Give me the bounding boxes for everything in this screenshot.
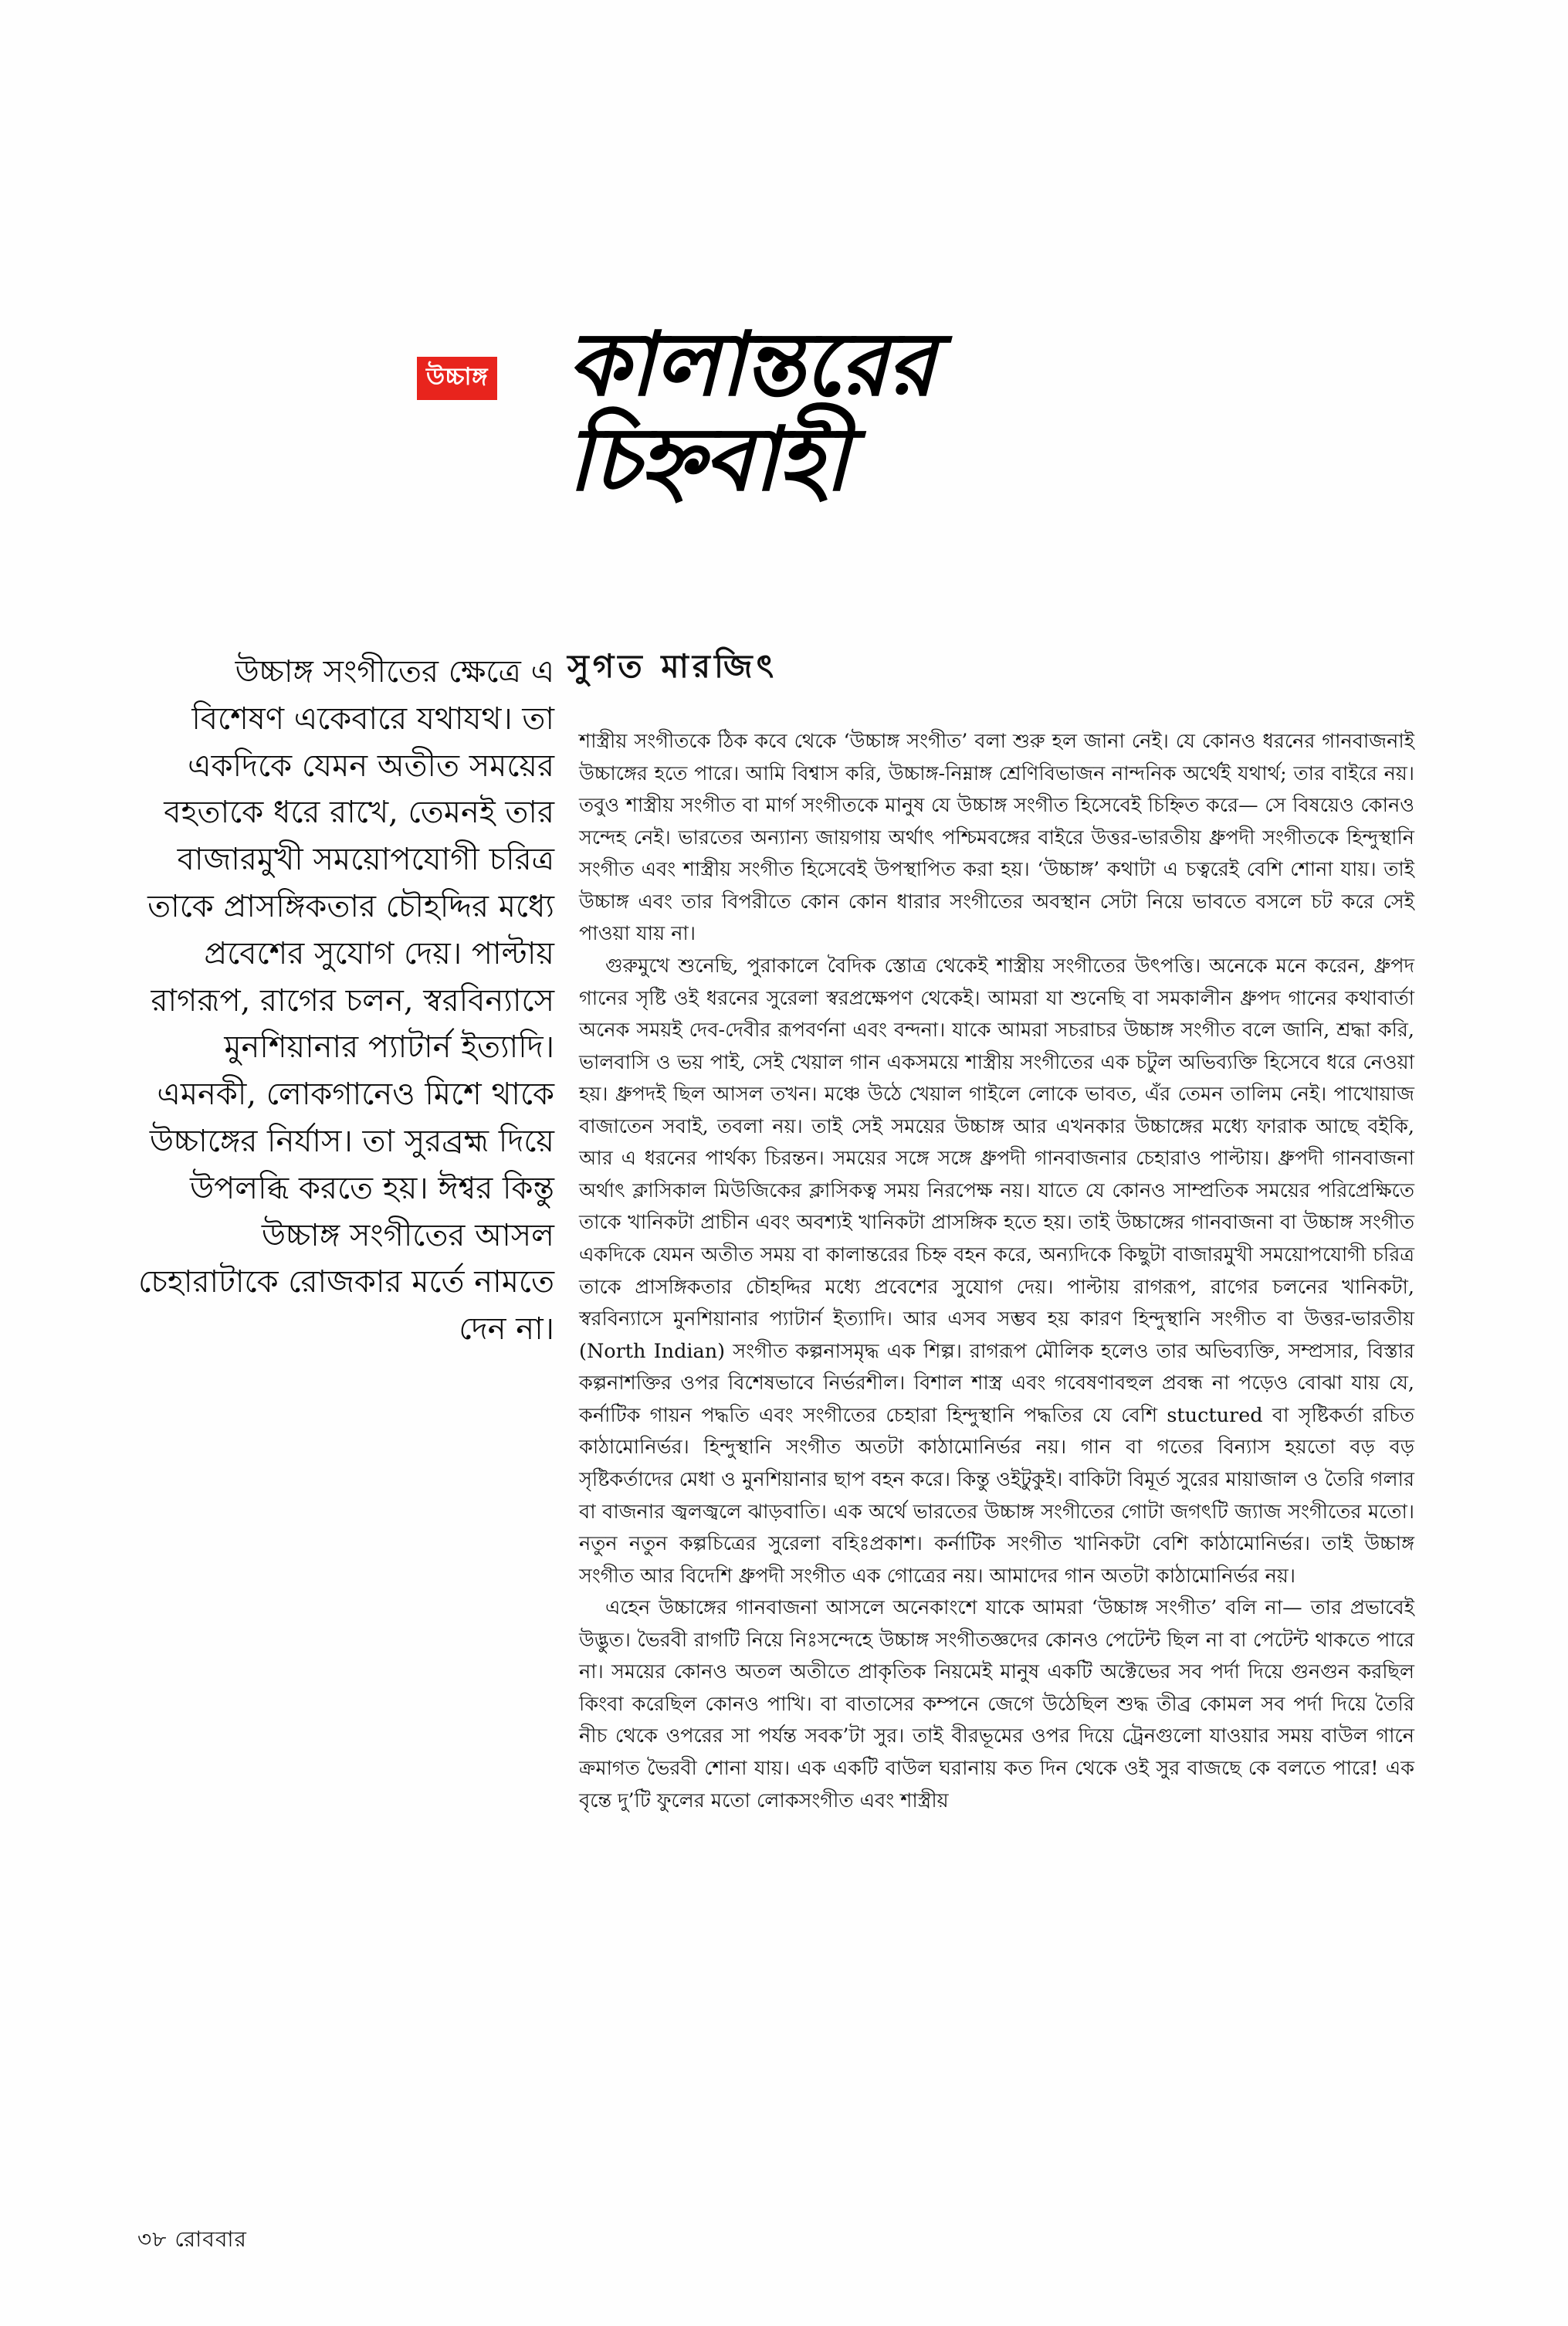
author-byline: সুগত মারজিৎ: [567, 647, 778, 685]
standfirst-summary: উচ্চাঙ্গ সংগীতের ক্ষেত্রে এ বিশেষণ একেবারে যথাযথ। তা একদিকে যেমন অতীত সময়ের বহতাকে ধরে রাখে, তেমনই তার বাজারমুখী সময়োপযোগী চরিত্র তাকে প্রাসঙ্গিকতার চৌহদ্দির মধ্যে প্রবেশের সুযোগ দেয়। পাল্টায় রাগরূপ, রাগের চলন, স্বরবিন্যাসে মুনশিয়ানার প্যাটার্ন ইত্যাদি। এমনকী, লোকগানেও মিশে থাকে উচ্চাঙ্গের নির্যাস। তা সুরব্রহ্ম দিয়ে উপলব্ধি করতে হয়। ঈশ্বর কিন্তু উচ্চাঙ্গ সংগীতের আসল চেহারাটাকে রোজকার মর্তে নামতে দেন না।: [138, 654, 554, 1348]
body-paragraph: এহেন উচ্চাঙ্গের গানবাজনা আসলে অনেকাংশে যাকে আমরা ‘উচ্চাঙ্গ সংগীত’ বলি না— তার প্রভাবেই উদ্ভুত। ভৈরবী রাগটি নিয়ে নিঃসন্দেহে উচ্চাঙ্গ সংগীতজ্ঞদের কোনও পেটেন্ট ছিল না বা পেটেন্ট থাকতে পারে না। সময়ের কোনও অতল অতীতে প্রাকৃতিক নিয়মেই মানুষ একটি অক্টেভের সব পর্দা দিয়ে গুনগুন করছিল কিংবা করেছিল কোনও পাখি। বা বাতাসের কম্পনে জেগে উঠেছিল শুদ্ধ তীব্র কোমল সব পর্দা দিয়ে তৈরি নীচ থেকে ওপরের সা পর্যন্ত সবক’টা সুর। তাই বীরভূমের ওপর দিয়ে ট্রেনগুলো যাওয়ার সময় বাউল গানে ক্রমাগত ভৈরবী শোনা যায়। এক একটি বাউল ঘরানায় কত দিন থেকে ওই সুর বাজছে কে বলতে পারে! এক বৃন্তে দু’টি ফুলের মতো লোকসংগীত এবং শাস্ত্রীয়: [579, 1596, 1414, 1812]
page-footer: [137, 2223, 247, 2259]
article-body: [579, 726, 1414, 1817]
headline-line-2: চিহ্নবাহী: [567, 408, 848, 511]
body-paragraph: শাস্ত্রীয় সংগীতকে ঠিক কবে থেকে ‘উচ্চাঙ্গ সংগীত’ বলা শুরু হল জানা নেই। যে কোনও ধরনের গানবাজনাই উচ্চাঙ্গের হতে পারে। আমি বিশ্বাস করি, উচ্চাঙ্গ-নিম্নাঙ্গ শ্রেণিবিভাজন নান্দনিক অর্থেই যথার্থ; তার বাইরে নয়। তবুও শাস্ত্রীয় সংগীত বা মার্গ সংগীতকে মানুষ যে উচ্চাঙ্গ সংগীত হিসেবেই চিহ্নিত করে— সে বিষয়েও কোনও সন্দেহ নেই। ভারতের অন্যান্য জায়গায় অর্থাৎ পশ্চিমবঙ্গের বাইরে উত্তর-ভারতীয় ধ্রুপদী সংগীতকে হিন্দুস্থানি সংগীত এবং শাস্ত্রীয় সংগীত হিসেবেই উপস্থাপিত করা হয়। ‘উচ্চাঙ্গ’ কথাটা এ চত্বরেই বেশি শোনা যায়। তাই উচ্চাঙ্গ এবং তার বিপরীতে কোন কোন ধারার সংগীতের অবস্থান সেটা নিয়ে ভাবতে বসলে চট করে সেই পাওয়া যায় না।: [579, 730, 1414, 946]
section-kicker-badge: উচ্চাঙ্গ: [417, 357, 497, 400]
folio-page-number: ৩৮: [137, 2226, 168, 2252]
folio-publication-name: রোববার: [174, 2226, 247, 2252]
page-title: [567, 313, 1339, 511]
body-paragraph: গুরুমুখে শুনেছি, পুরাকালে বৈদিক স্তোত্র থেকেই শাস্ত্রীয় সংগীতের উৎপত্তি। অনেকে মনে করেন, ধ্রুপদ গানের সৃষ্টি ওই ধরনের সুরেলা স্বরপ্রক্ষেপণ থেকেই। আমরা যা শুনেছি বা সমকালীন ধ্রুপদ গানের কথাবার্তা অনেক সময়ই দেব-দেবীর রূপবর্ণনা এবং বন্দনা। যাকে আমরা সচরাচর উচ্চাঙ্গ সংগীত বলে জানি, শ্রদ্ধা করি, ভালবাসি ও ভয় পাই, সেই খেয়াল গান একসময়ে শাস্ত্রীয় সংগীতের এক চটুল অভিব্যক্তি হিসেবে ধরে নেওয়া হয়। ধ্রুপদই ছিল আসল তখন। মঞ্চে উঠে খেয়াল গাইলে লোকে ভাবত, এঁর তেমন তালিম নেই। পাখোয়াজ বাজাতেন সবাই, তবলা নয়। তাই সেই সময়ের উচ্চাঙ্গ আর এখনকার উচ্চাঙ্গের মধ্যে ফারাক আছে বইকি, আর এ ধরনের পার্থক্য চিরন্তন। সময়ের সঙ্গে সঙ্গে ধ্রুপদী গানবাজনার চেহারাও পাল্টায়। ধ্রুপদী গানবাজনা অর্থাৎ ক্লাসিকাল মিউজিকের ক্লাসিকত্ব সময় নিরপেক্ষ নয়। যাতে যে কোনও সাম্প্রতিক সময়ের পরিপ্রেক্ষিতে তাকে খানিকটা প্রাচীন এবং অবশ্যই খানিকটা প্রাসঙ্গিক হতে হয়। তাই উচ্চাঙ্গের গানবাজনা বা উচ্চাঙ্গ সংগীত একদিকে যেমন অতীত সময় বা কালান্তরের চিহ্ন বহন করে, অন্যদিকে কিছুটা বাজারমুখী সময়োপযোগী চরিত্র তাকে প্রাসঙ্গিকতার চৌহদ্দির মধ্যে প্রবেশের সুযোগ দেয়। পাল্টায় রাগরূপ, রাগের চলনের খানিকটা, স্বরবিন্যাসে মুনশিয়ানার প্যাটার্ন ইত্যাদি। আর এসব সম্ভব হয় কারণ হিন্দুস্থানি সংগীত বা উত্তর-ভারতীয় (North Indian) সংগীত কল্পনাসমৃদ্ধ এক শিল্প। রাগরূপ মৌলিক হলেও তার অভিব্যক্তি, সম্প্রসার, বিস্তার কল্পনাশক্তির ওপর বিশেষভাবে নির্ভরশীল। বিশাল শাস্ত্র এবং গবেষণাবহুল প্রবন্ধ না পড়েও বোঝা যায় যে, কর্নাটিক গায়ন পদ্ধতি এবং সংগীতের চেহারা হিন্দুস্থানি পদ্ধতির যে বেশি stuctured বা সৃষ্টিকর্তা রচিত কাঠামোনির্ভর। হিন্দুস্থানি সংগীত অতটা কাঠামোনির্ভর নয়। গান বা গতের বিন্যাস হয়তো বড় বড় সৃষ্টিকর্তাদের মেধা ও মুনশিয়ানার ছাপ বহন করে। কিন্তু ওইটুকুই। বাকিটা বিমূর্ত সুরের মায়াজাল ও তৈরি গলার বা বাজনার জ্বলজ্বলে ঝাড়বাতি। এক অর্থে ভারতের উচ্চাঙ্গ সংগীতের গোটা জগৎটি জ্যাজ সংগীতের মতো। নতুন নতুন কল্পচিত্রের সুরেলা বহিঃপ্রকাশ। কর্নাটিক সংগীত খানিকটা বেশি কাঠামোনির্ভর। তাই উচ্চাঙ্গ সংগীত আর বিদেশি ধ্রুপদী সংগীত এক গোত্রের নয়। আমাদের গান অতটা কাঠামোনির্ভর নয়।: [579, 954, 1414, 1588]
headline-line-1: কালান্তরের: [567, 313, 935, 415]
